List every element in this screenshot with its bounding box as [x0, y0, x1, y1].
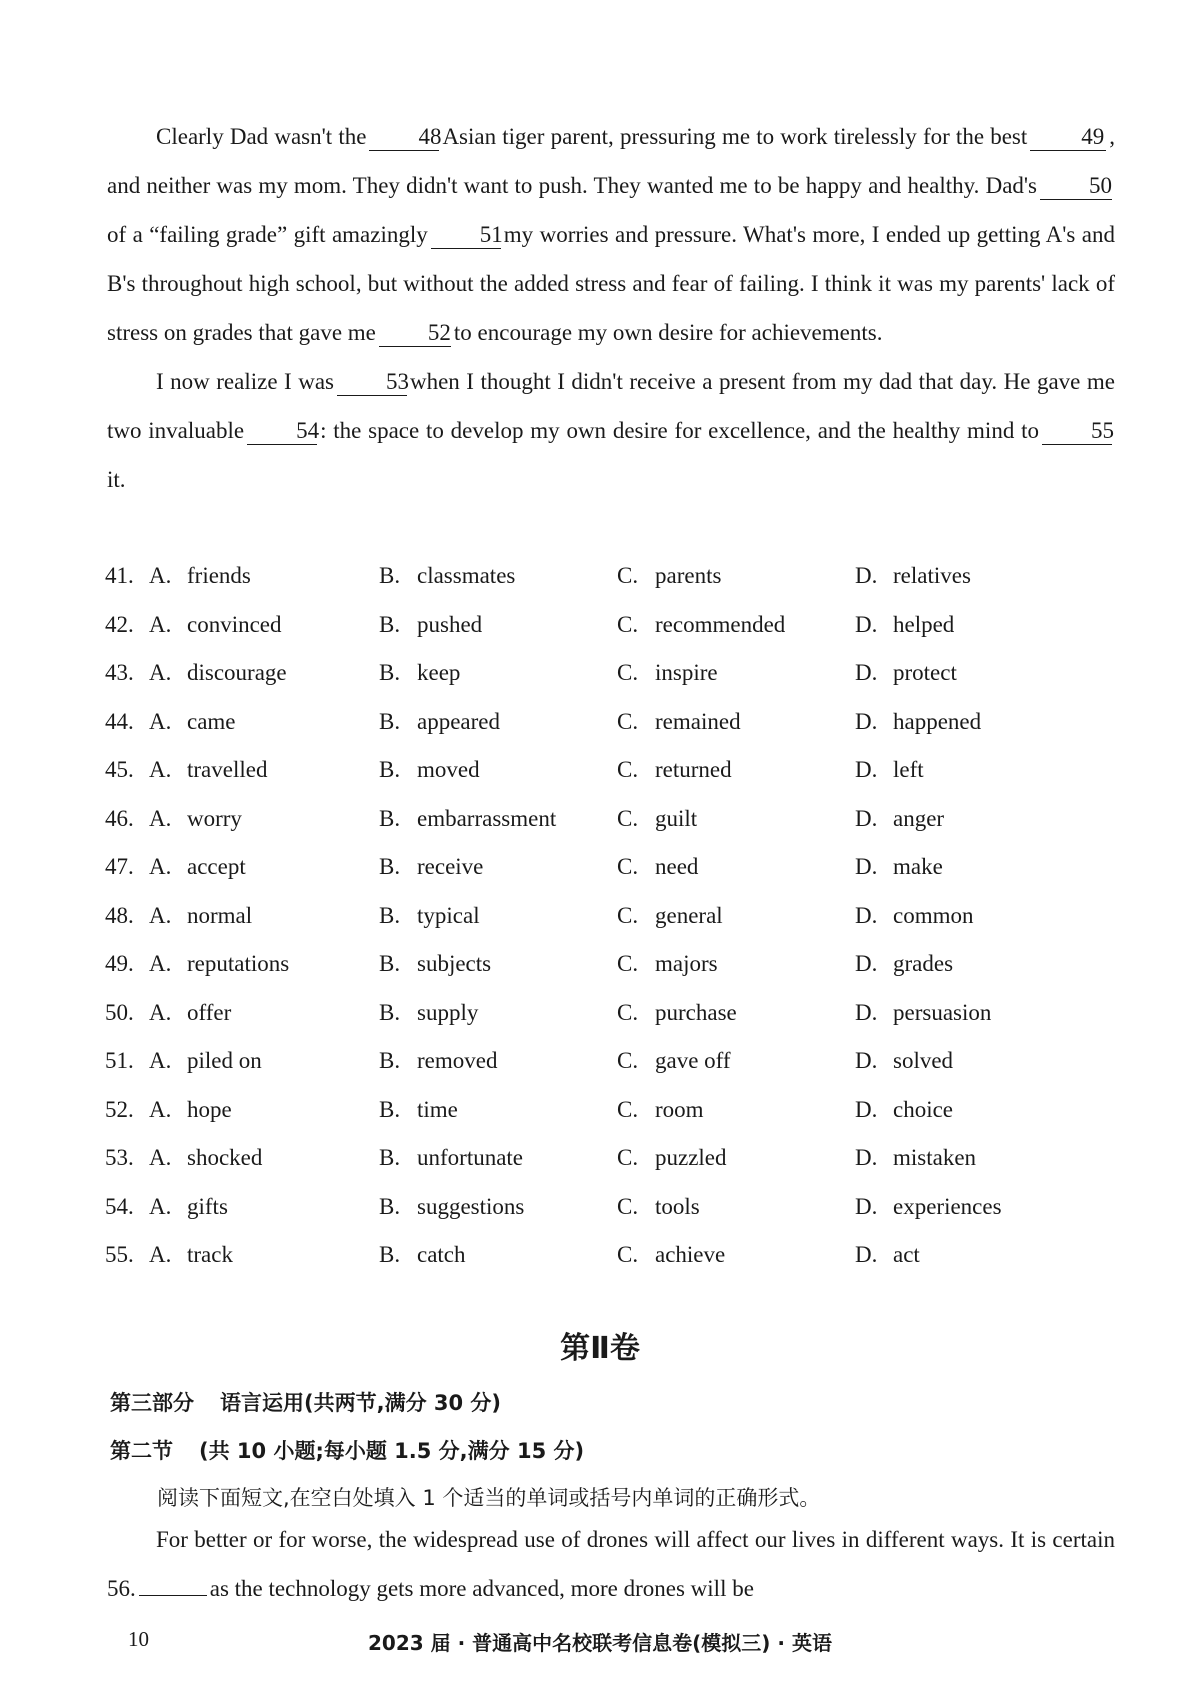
- option-row: [105, 989, 1115, 1038]
- option-text: unfortunate: [417, 1145, 524, 1171]
- option-row: [105, 892, 1115, 941]
- option-text: happened: [893, 708, 982, 734]
- paragraph: [107, 1515, 1115, 1613]
- option-row: [105, 649, 1115, 698]
- option-row: [105, 795, 1115, 844]
- option-text: gifts: [187, 1193, 228, 1219]
- option-text: general: [655, 902, 723, 928]
- text-segment: when I thought I didn't receive a present from my dad that day. He gave me two invaluable: [107, 369, 1115, 443]
- option-b: [379, 1194, 617, 1220]
- question-number: 49.: [105, 951, 134, 977]
- option-letter: C.: [617, 854, 639, 880]
- text-segment: Asian tiger parent, pressuring me to work tirelessly for the best: [442, 124, 1028, 149]
- question-number: 47.: [105, 854, 134, 880]
- option-text: embarrassment: [417, 805, 557, 831]
- option-d: [855, 1097, 1115, 1123]
- option-letter: D.: [855, 1193, 878, 1219]
- option-letter: A.: [149, 902, 172, 928]
- option-text: accept: [187, 854, 246, 880]
- text-segment: my worries and pressure. What's more, I ended up getting A's and B's throughout high school, but without the added stress and fear of failing. I think it was my parents' lack of stress on grades that gave me: [107, 222, 1115, 345]
- option-text: purchase: [655, 999, 737, 1025]
- option-text: protect: [893, 660, 957, 686]
- option-letter: A.: [149, 999, 172, 1025]
- option-letter: A.: [149, 854, 172, 880]
- option-text: removed: [417, 1048, 498, 1074]
- option-c: [617, 806, 855, 832]
- option-text: grades: [893, 951, 954, 977]
- option-text: room: [655, 1096, 704, 1122]
- option-letter: A.: [149, 757, 172, 783]
- option-d: [855, 854, 1115, 880]
- subsection-heading: [110, 1435, 584, 1465]
- page-number: 10: [128, 1627, 149, 1651]
- option-b: [379, 660, 617, 686]
- option-row: [105, 1134, 1115, 1183]
- option-letter: A.: [149, 660, 172, 686]
- option-a: [149, 1242, 379, 1268]
- option-letter: D.: [855, 951, 878, 977]
- option-text: time: [417, 1096, 458, 1122]
- option-row: [105, 698, 1115, 747]
- option-a: [149, 854, 379, 880]
- option-text: helped: [893, 611, 955, 637]
- option-letter: D.: [855, 1048, 878, 1074]
- option-letter: C.: [617, 1193, 639, 1219]
- option-text: supply: [417, 999, 479, 1025]
- option-a: [149, 951, 379, 977]
- option-text: receive: [417, 854, 484, 880]
- option-letter: D.: [855, 757, 878, 783]
- option-c: [617, 1000, 855, 1026]
- option-c: [617, 563, 855, 589]
- part-label: 第三部分: [110, 1391, 194, 1415]
- option-text: reputations: [187, 951, 290, 977]
- question-number: 52.: [105, 1096, 134, 1122]
- footer-title: 2023 届 · 普通高中名校联考信息卷(模拟三) · 英语: [368, 1631, 832, 1655]
- question-number: 53.: [105, 1145, 134, 1171]
- question-number: 42.: [105, 611, 134, 637]
- option-text: keep: [417, 660, 461, 686]
- option-d: [855, 1194, 1115, 1220]
- option-letter: D.: [855, 854, 878, 880]
- option-letter: B.: [379, 708, 401, 734]
- option-text: make: [893, 854, 943, 880]
- option-row: [105, 746, 1115, 795]
- option-c: [617, 903, 855, 929]
- option-text: common: [893, 902, 974, 928]
- option-text: persuasion: [893, 999, 992, 1025]
- option-a: [149, 757, 379, 783]
- option-letter: D.: [855, 805, 878, 831]
- cloze-passage: [107, 112, 1115, 504]
- option-letter: B.: [379, 1048, 401, 1074]
- option-text: travelled: [187, 757, 268, 783]
- text-segment: For better or for worse, the widespread use of drones will affect our lives in different ways. It is certain 56.: [107, 1527, 1115, 1601]
- option-text: piled on: [187, 1048, 262, 1074]
- option-text: tools: [655, 1193, 700, 1219]
- question-number: 46.: [105, 805, 134, 831]
- section-title: 第Ⅱ卷: [560, 1331, 640, 1366]
- option-c: [617, 854, 855, 880]
- text-segment: : the space to develop my own desire for excellence, and the healthy mind to: [320, 418, 1039, 443]
- question-number: 48.: [105, 902, 134, 928]
- option-text: parents: [655, 563, 722, 589]
- option-b: [379, 1145, 617, 1171]
- part-text: 语言运用(共两节,满分 30 分): [220, 1391, 502, 1415]
- option-d: [855, 612, 1115, 638]
- option-text: convinced: [187, 611, 282, 637]
- option-c: [617, 709, 855, 735]
- question-number: 44.: [105, 708, 134, 734]
- option-d: [855, 1048, 1115, 1074]
- answer-options-list: [105, 552, 1115, 1280]
- option-b: [379, 903, 617, 929]
- option-d: [855, 757, 1115, 783]
- option-text: gave off: [655, 1048, 731, 1074]
- option-b: [379, 563, 617, 589]
- paragraph-1: [107, 112, 1115, 357]
- question-number: 54.: [105, 1193, 134, 1219]
- option-b: [379, 1000, 617, 1026]
- blank-51: 51: [431, 222, 501, 249]
- option-letter: A.: [149, 1048, 172, 1074]
- option-b: [379, 951, 617, 977]
- option-a: [149, 1194, 379, 1220]
- option-text: choice: [893, 1096, 954, 1122]
- text-segment: of a “failing grade” gift amazingly: [107, 222, 428, 247]
- option-d: [855, 660, 1115, 686]
- option-c: [617, 1242, 855, 1268]
- option-letter: D.: [855, 660, 878, 686]
- option-a: [149, 709, 379, 735]
- option-c: [617, 660, 855, 686]
- option-letter: C.: [617, 1145, 639, 1171]
- option-letter: C.: [617, 1242, 639, 1268]
- option-letter: D.: [855, 563, 878, 589]
- option-b: [379, 1097, 617, 1123]
- option-a: [149, 806, 379, 832]
- option-c: [617, 612, 855, 638]
- option-letter: D.: [855, 902, 878, 928]
- blank-48: 48: [369, 124, 439, 151]
- option-letter: A.: [149, 611, 172, 637]
- option-letter: C.: [617, 757, 639, 783]
- option-text: solved: [893, 1048, 954, 1074]
- option-letter: B.: [379, 1096, 401, 1122]
- option-letter: C.: [617, 611, 639, 637]
- option-row: [105, 1231, 1115, 1280]
- option-row: [105, 1183, 1115, 1232]
- option-text: pushed: [417, 611, 483, 637]
- option-text: left: [893, 757, 924, 783]
- option-text: puzzled: [655, 1145, 727, 1171]
- blank-53: 53: [337, 369, 407, 396]
- option-letter: A.: [149, 563, 172, 589]
- option-b: [379, 1048, 617, 1074]
- text-segment: to encourage my own desire for achievements.: [453, 320, 883, 345]
- option-letter: C.: [617, 660, 639, 686]
- option-text: relatives: [893, 563, 971, 589]
- option-letter: B.: [379, 999, 401, 1025]
- option-d: [855, 1242, 1115, 1268]
- text-segment: Clearly Dad wasn't the: [156, 124, 367, 149]
- option-c: [617, 757, 855, 783]
- option-letter: A.: [149, 1096, 172, 1122]
- option-letter: C.: [617, 1096, 639, 1122]
- option-text: normal: [187, 902, 253, 928]
- option-b: [379, 1242, 617, 1268]
- option-text: moved: [417, 757, 480, 783]
- option-letter: D.: [855, 611, 878, 637]
- option-d: [855, 806, 1115, 832]
- option-letter: A.: [149, 1242, 172, 1268]
- option-text: came: [187, 708, 236, 734]
- option-row: [105, 552, 1115, 601]
- question-number: 41.: [105, 563, 134, 589]
- option-letter: C.: [617, 951, 639, 977]
- option-row: [105, 1086, 1115, 1135]
- option-b: [379, 806, 617, 832]
- option-text: hope: [187, 1096, 232, 1122]
- option-text: achieve: [655, 1242, 726, 1268]
- option-a: [149, 612, 379, 638]
- blank-49: 49: [1030, 124, 1106, 151]
- option-letter: C.: [617, 805, 639, 831]
- option-letter: B.: [379, 1193, 401, 1219]
- option-letter: B.: [379, 660, 401, 686]
- option-letter: B.: [379, 563, 401, 589]
- option-letter: D.: [855, 1145, 878, 1171]
- option-d: [855, 903, 1115, 929]
- blank-50: 50: [1040, 173, 1112, 200]
- option-a: [149, 660, 379, 686]
- option-text: majors: [655, 951, 718, 977]
- text-segment: I now realize I was: [156, 369, 334, 394]
- option-text: guilt: [655, 805, 698, 831]
- question-number: 50.: [105, 999, 134, 1025]
- grammar-passage: [107, 1515, 1115, 1613]
- option-c: [617, 1145, 855, 1171]
- option-d: [855, 1000, 1115, 1026]
- subsection-label: 第二节: [110, 1439, 173, 1463]
- blank-54: 54: [247, 418, 317, 445]
- option-a: [149, 563, 379, 589]
- option-text: suggestions: [417, 1193, 525, 1219]
- question-number: 51.: [105, 1048, 134, 1074]
- option-text: experiences: [893, 1193, 1002, 1219]
- option-text: inspire: [655, 660, 718, 686]
- option-letter: C.: [617, 1048, 639, 1074]
- option-letter: D.: [855, 708, 878, 734]
- option-text: need: [655, 854, 699, 880]
- option-letter: B.: [379, 854, 401, 880]
- option-text: anger: [893, 805, 945, 831]
- option-d: [855, 709, 1115, 735]
- blank-55: 55: [1042, 418, 1112, 445]
- option-b: [379, 854, 617, 880]
- option-letter: B.: [379, 757, 401, 783]
- option-text: classmates: [417, 563, 516, 589]
- option-letter: A.: [149, 951, 172, 977]
- option-row: [105, 940, 1115, 989]
- option-text: friends: [187, 563, 251, 589]
- option-c: [617, 951, 855, 977]
- option-row: [105, 843, 1115, 892]
- option-b: [379, 612, 617, 638]
- option-letter: A.: [149, 1193, 172, 1219]
- option-c: [617, 1194, 855, 1220]
- subsection-text: (共 10 小题;每小题 1.5 分,满分 15 分): [199, 1439, 585, 1463]
- option-b: [379, 709, 617, 735]
- option-letter: B.: [379, 1145, 401, 1171]
- option-row: [105, 1037, 1115, 1086]
- option-text: typical: [417, 902, 480, 928]
- option-letter: A.: [149, 1145, 172, 1171]
- option-a: [149, 1097, 379, 1123]
- option-letter: A.: [149, 708, 172, 734]
- option-text: discourage: [187, 660, 287, 686]
- option-text: returned: [655, 757, 732, 783]
- option-text: subjects: [417, 951, 492, 977]
- option-text: appeared: [417, 708, 500, 734]
- option-letter: D.: [855, 1242, 878, 1268]
- option-d: [855, 1145, 1115, 1171]
- blank-52: 52: [379, 320, 451, 347]
- option-letter: B.: [379, 611, 401, 637]
- instruction-text: 阅读下面短文,在空白处填入 1 个适当的单词或括号内单词的正确形式。: [157, 1486, 821, 1510]
- question-number: 45.: [105, 757, 134, 783]
- blank-56: [139, 1595, 207, 1596]
- text-segment: as the technology gets more advanced, more drones will be: [209, 1576, 754, 1601]
- option-text: remained: [655, 708, 741, 734]
- option-text: act: [893, 1242, 920, 1268]
- option-letter: D.: [855, 999, 878, 1025]
- question-number: 55.: [105, 1242, 134, 1268]
- paragraph-2: [107, 357, 1115, 504]
- option-text: worry: [187, 805, 242, 831]
- option-c: [617, 1097, 855, 1123]
- option-letter: B.: [379, 902, 401, 928]
- option-letter: D.: [855, 1096, 878, 1122]
- text-segment: , and neither was my mom. They didn't want to push. They wanted me to be happy and healthy. Dad's: [107, 124, 1115, 198]
- option-letter: B.: [379, 805, 401, 831]
- option-row: [105, 601, 1115, 650]
- option-letter: A.: [149, 805, 172, 831]
- option-b: [379, 757, 617, 783]
- option-d: [855, 951, 1115, 977]
- option-letter: C.: [617, 902, 639, 928]
- option-a: [149, 1048, 379, 1074]
- option-text: offer: [187, 999, 232, 1025]
- text-segment: it.: [107, 467, 126, 492]
- option-c: [617, 1048, 855, 1074]
- option-letter: B.: [379, 1242, 401, 1268]
- option-a: [149, 1145, 379, 1171]
- question-number: 43.: [105, 660, 134, 686]
- option-text: shocked: [187, 1145, 263, 1171]
- option-d: [855, 563, 1115, 589]
- option-text: recommended: [655, 611, 786, 637]
- option-letter: B.: [379, 951, 401, 977]
- option-text: track: [187, 1242, 233, 1268]
- option-letter: C.: [617, 563, 639, 589]
- option-a: [149, 1000, 379, 1026]
- option-letter: C.: [617, 708, 639, 734]
- option-text: mistaken: [893, 1145, 977, 1171]
- option-letter: C.: [617, 999, 639, 1025]
- part-heading: [110, 1387, 501, 1417]
- option-a: [149, 903, 379, 929]
- option-text: catch: [417, 1242, 466, 1268]
